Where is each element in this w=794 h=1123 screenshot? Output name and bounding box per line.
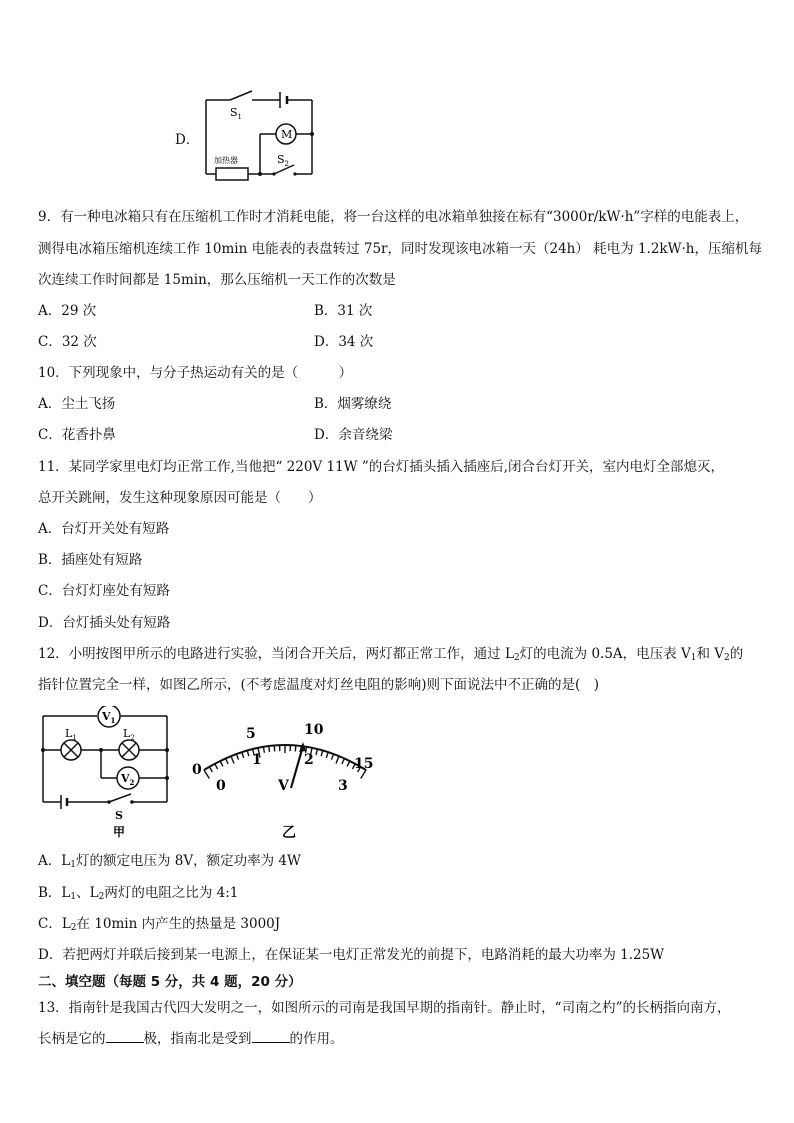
q12-figure-a-caption: 甲 bbox=[113, 825, 126, 839]
q13-stem-line1: 13．指南针是我国古代四大发明之一，如图所示的司南是我国早期的指南针。静止时，“司南之杓”的长柄指向南方， bbox=[38, 1000, 731, 1016]
q9-option-d: D．34 次 bbox=[314, 334, 374, 350]
dial-tick bbox=[326, 752, 328, 758]
q12-dial-top-0: 0 bbox=[192, 762, 202, 778]
q10-option-b: B．烟雾缭绕 bbox=[314, 396, 392, 412]
q12-dial-bottom-1: 1 bbox=[252, 752, 262, 768]
dial-tick bbox=[347, 761, 350, 766]
q12-dial-top-15: 15 bbox=[354, 756, 374, 772]
q8-heater-label: 加热器 bbox=[214, 156, 238, 165]
dial-tick bbox=[231, 756, 234, 763]
q10-option-d: D．余音绕梁 bbox=[314, 427, 393, 443]
dial-tick bbox=[342, 758, 345, 764]
dial-tick bbox=[204, 770, 209, 779]
q12-stem-line2: 指针位置完全一样，如图乙所示，(不考虑温度对灯丝电阻的影响)则下面说法中不正确的是( ) bbox=[38, 677, 600, 693]
q12-switch-label: S bbox=[115, 809, 123, 822]
q12-dial-bottom-0: 0 bbox=[216, 778, 226, 794]
q13-blank-1[interactable] bbox=[106, 1030, 144, 1043]
q12-stem-line1: 12．小明按图甲所示的电路进行实验，当闭合开关后，两灯都正常工作，通过 $L_2$灯的电流为 0.5A，电压表 $V_1$和 $V_2$的 bbox=[38, 646, 744, 663]
dial-tick bbox=[321, 750, 323, 756]
q9-option-a: A．29 次 bbox=[38, 303, 97, 319]
q11-stem-line2: 总开关跳闸，发生这种现象原因可能是（ ） bbox=[38, 490, 322, 506]
q11-option-b: B．插座处有短路 bbox=[38, 552, 143, 568]
q9-option-c: C．32 次 bbox=[38, 334, 97, 350]
dial-tick bbox=[215, 764, 218, 769]
dial-tick bbox=[263, 747, 264, 753]
q13-stem-line2: 长柄是它的 极，指南北是受到 的作用。 bbox=[38, 1031, 344, 1047]
q11-option-c: C．台灯灯座处有短路 bbox=[38, 583, 170, 599]
dial-tick bbox=[274, 745, 275, 751]
dial-tick bbox=[220, 761, 223, 766]
q10-option-a: A．尘土飞扬 bbox=[38, 396, 116, 412]
q12-figure-a-circuit bbox=[35, 706, 175, 842]
dial-tick bbox=[242, 752, 244, 758]
dial-tick bbox=[332, 754, 334, 760]
q12-v2-meter-label: $V_2$ bbox=[121, 772, 135, 787]
q9-option-b: B．31 次 bbox=[314, 303, 373, 319]
q8-s1-label: $S_1$ bbox=[230, 106, 243, 121]
section-2-title: 二、填空题（每题 5 分，共 4 题，20 分） bbox=[38, 974, 302, 990]
q12-option-c: C．$L_2$在 10min 内产生的热量是 3000J bbox=[38, 916, 281, 933]
q8-motor-label: M bbox=[281, 128, 293, 141]
q11-option-a: A．台灯开关处有短路 bbox=[38, 521, 170, 537]
q10-stem: 10．下列现象中，与分子热运动有关的是（ ） bbox=[38, 365, 353, 381]
q9-stem-line3: 次连续工作时间都是 15min，那么压缩机一天工作的次数是 bbox=[38, 272, 396, 288]
q12-dial-top-5: 5 bbox=[246, 726, 256, 742]
q12-v1-meter-label: $V_1$ bbox=[102, 710, 116, 725]
dial-tick bbox=[226, 758, 229, 764]
q12-dial-bottom-2: 2 bbox=[304, 752, 314, 768]
dial-tick bbox=[209, 767, 212, 772]
q12-option-d: D．若把两灯并联后接到某一电源上，在保证某一电灯正常发光的前提下，电路消耗的最大功率为 1.25W bbox=[38, 947, 665, 963]
dial-tick bbox=[247, 750, 249, 756]
dial-tick bbox=[295, 745, 296, 751]
dial-tick bbox=[336, 756, 339, 763]
q8-s2-label: $S_2$ bbox=[277, 153, 290, 168]
q8-option-d-label: D． bbox=[175, 132, 200, 148]
q10-option-c: C．花香扑鼻 bbox=[38, 427, 116, 443]
q11-stem-line1: 11．某同学家里电灯均正常工作,当他把“ 220V 11W ”的台灯插头插入插座后,闭合台灯开关，室内电灯全部熄灭， bbox=[38, 459, 725, 475]
q8-circuit-diagram bbox=[200, 88, 325, 184]
dial-tick bbox=[269, 746, 270, 752]
q12-dial-unit: V bbox=[278, 778, 289, 794]
q12-l1-label: $L_1$ bbox=[65, 727, 77, 742]
dial-tick bbox=[316, 749, 317, 755]
q12-option-b: B．$L_1$、$L_2$两灯的电阻之比为 4:1 bbox=[38, 885, 239, 902]
q9-stem-line2: 测得电冰箱压缩机连续工作 10min 电能表的表盘转过 75r，同时发现该电冰箱一天（24h） 耗电为 1.2kW·h，压缩机每 bbox=[38, 241, 762, 257]
q12-l2-label: $L_2$ bbox=[123, 727, 135, 742]
q11-option-d: D．台灯插头处有短路 bbox=[38, 615, 171, 631]
q12-dial-bottom-3: 3 bbox=[338, 778, 348, 794]
q12-figure-b-caption: 乙 bbox=[282, 825, 296, 841]
q12-option-a: A．$L_1$灯的额定电压为 8V，额定功率为 4W bbox=[38, 853, 301, 870]
q12-figure-b-dial bbox=[190, 712, 380, 842]
dial-tick bbox=[236, 754, 238, 760]
q13-blank-2[interactable] bbox=[252, 1030, 290, 1043]
q9-stem-line1: 9．有一种电冰箱只有在压缩机工作时才消耗电能，将一台这样的电冰箱单独接在标有“3000r/kW·h”字样的电能表上， bbox=[38, 209, 749, 225]
q12-dial-top-10: 10 bbox=[304, 722, 324, 738]
